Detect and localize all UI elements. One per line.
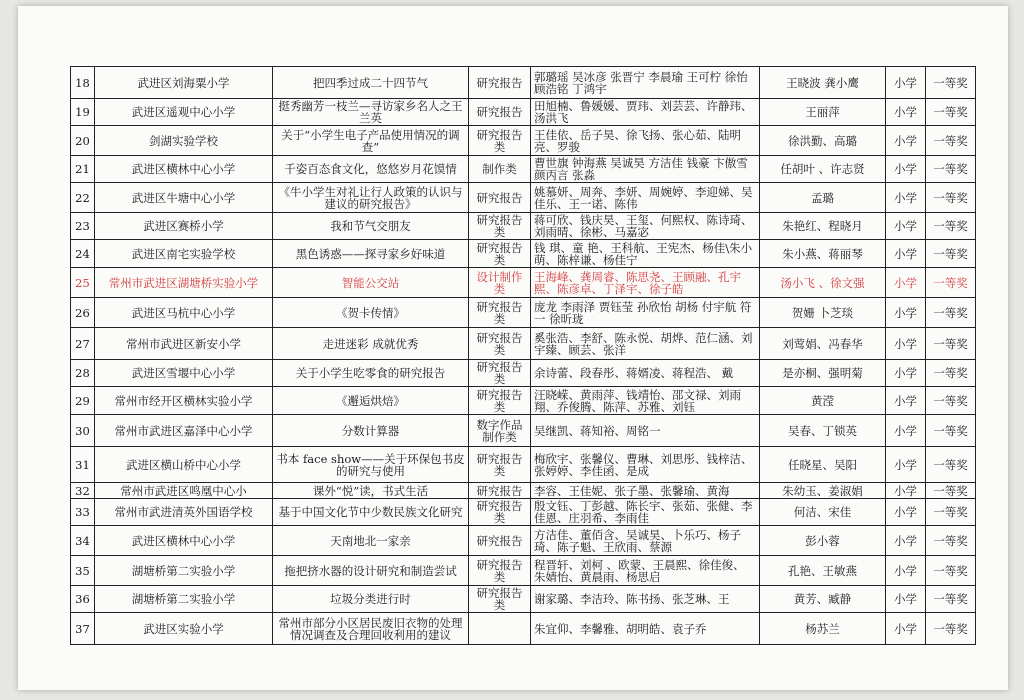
team-members: 余诗蕾、段春彤、蒋婿凌、蒋程浩、 戴 <box>531 360 760 387</box>
project-title: 走进迷彩 成就优秀 <box>273 328 469 360</box>
table-row <box>71 99 976 126</box>
award-level: 一等奖 <box>926 99 976 126</box>
row-number: 28 <box>71 360 95 387</box>
row-number: 33 <box>71 499 95 526</box>
row-number: 22 <box>71 183 95 213</box>
project-type: 研究报告 <box>469 67 531 99</box>
award-level: 一等奖 <box>926 586 976 613</box>
row-number: 35 <box>71 556 95 586</box>
advisor-teachers: 贺姗 卜芝琰 <box>760 298 886 328</box>
team-members: 姚慕妍、周奔、李妍、周婉婷、李迎娣、吴佳乐、王一诺、陈伟 <box>531 183 760 213</box>
row-number: 30 <box>71 415 95 447</box>
school-name: 武进区横山桥中心小学 <box>95 447 273 483</box>
project-title: 把四季过成二十四节气 <box>273 67 469 99</box>
school-name: 常州市武进清英外国语学校 <box>95 499 273 526</box>
project-title: 分数计算器 <box>273 415 469 447</box>
project-type <box>469 613 531 645</box>
team-members: 王海峰、龚周睿、陈思尧、王顾融、孔宇熙、陈彦卓、丁泽宇、徐子皓 <box>531 268 760 298</box>
project-type: 研究报告类 <box>469 126 531 156</box>
school-level: 小学 <box>886 447 926 483</box>
team-members: 吴继凯、蒋知裕、周铭一 <box>531 415 760 447</box>
project-type: 研究报告类 <box>469 447 531 483</box>
award-level: 一等奖 <box>926 483 976 499</box>
table-row <box>71 415 976 447</box>
advisor-teachers: 黄芳、臧静 <box>760 586 886 613</box>
table-row <box>71 156 976 183</box>
school-name: 武进区横林中心小学 <box>95 156 273 183</box>
school-level: 小学 <box>886 415 926 447</box>
school-name: 常州市经开区横林实验小学 <box>95 387 273 415</box>
project-title: 天南地北一家亲 <box>273 526 469 556</box>
school-name: 武进区赛桥小学 <box>95 213 273 240</box>
row-number: 34 <box>71 526 95 556</box>
table-row <box>71 298 976 328</box>
school-level: 小学 <box>886 499 926 526</box>
school-name: 武进区刘海粟小学 <box>95 67 273 99</box>
project-type: 研究报告类 <box>469 240 531 268</box>
school-level: 小学 <box>886 360 926 387</box>
table-row <box>71 328 976 360</box>
award-level: 一等奖 <box>926 298 976 328</box>
award-level: 一等奖 <box>926 415 976 447</box>
award-level: 一等奖 <box>926 213 976 240</box>
row-number: 32 <box>71 483 95 499</box>
table-row <box>71 586 976 613</box>
team-members: 殷文钰、丁彭越、陈长宇、张茹、张健、李佳恩、庄羽希、李雨佳 <box>531 499 760 526</box>
award-level: 一等奖 <box>926 360 976 387</box>
school-name: 武进区牛塘中心小学 <box>95 183 273 213</box>
school-level: 小学 <box>886 526 926 556</box>
advisor-teachers: 孟璐 <box>760 183 886 213</box>
project-type: 研究报告类 <box>469 213 531 240</box>
school-level: 小学 <box>886 126 926 156</box>
table-row <box>71 526 976 556</box>
row-number: 26 <box>71 298 95 328</box>
team-members: 钱 琪、童 艳、王科航、王宪杰、杨佳\朱小萌、陈梓谦、杨佳宁 <box>531 240 760 268</box>
school-level: 小学 <box>886 328 926 360</box>
school-level: 小学 <box>886 268 926 298</box>
advisor-teachers: 彭小蓉 <box>760 526 886 556</box>
advisor-teachers: 黄滢 <box>760 387 886 415</box>
school-level: 小学 <box>886 183 926 213</box>
school-level: 小学 <box>886 156 926 183</box>
award-level: 一等奖 <box>926 240 976 268</box>
row-number: 23 <box>71 213 95 240</box>
advisor-teachers: 任胡叶 、许志贤 <box>760 156 886 183</box>
table-row <box>71 613 976 645</box>
row-number: 19 <box>71 99 95 126</box>
advisor-teachers: 徐洪勤、高璐 <box>760 126 886 156</box>
award-level: 一等奖 <box>926 183 976 213</box>
school-level: 小学 <box>886 99 926 126</box>
school-name: 武进区横林中心小学 <box>95 526 273 556</box>
row-number: 21 <box>71 156 95 183</box>
school-name: 湖塘桥第二实验小学 <box>95 556 273 586</box>
table-row <box>71 483 976 499</box>
advisor-teachers: 朱小燕、蒋丽琴 <box>760 240 886 268</box>
project-type: 研究报告类 <box>469 387 531 415</box>
row-number: 20 <box>71 126 95 156</box>
project-type: 制作类 <box>469 156 531 183</box>
award-level: 一等奖 <box>926 268 976 298</box>
project-title: 关于小学生吃零食的研究报告 <box>273 360 469 387</box>
school-level: 小学 <box>886 613 926 645</box>
project-type: 设计制作类 <box>469 268 531 298</box>
project-title: 关于“小学生电子产品使用情况的调查” <box>273 126 469 156</box>
advisor-teachers: 朱艳红、程晓月 <box>760 213 886 240</box>
project-type: 研究报告类 <box>469 586 531 613</box>
project-type: 研究报告类 <box>469 298 531 328</box>
award-level: 一等奖 <box>926 499 976 526</box>
school-name: 武进区实验小学 <box>95 613 273 645</box>
school-name: 常州市武进区新安小学 <box>95 328 273 360</box>
team-members: 王佳依、岳子昊、徐飞扬、张心茹、陆明亮、罗骏 <box>531 126 760 156</box>
advisor-teachers: 王丽萍 <box>760 99 886 126</box>
team-members: 曹世旗 钟海燕 吴诚昊 方洁佳 钱豪 卞傲雪 颜丙言 张淼 <box>531 156 760 183</box>
team-members: 梅欣宇、张馨仪、曹琳、刘思彤、钱梓洁、张婷婷、李佳函、是成 <box>531 447 760 483</box>
project-title: 课外“悦”读，书式生活 <box>273 483 469 499</box>
project-type: 数字作品制作类 <box>469 415 531 447</box>
table-row <box>71 183 976 213</box>
row-number: 37 <box>71 613 95 645</box>
row-number: 29 <box>71 387 95 415</box>
table-row <box>71 387 976 415</box>
school-name: 常州市武进区嘉泽中心小学 <box>95 415 273 447</box>
school-level: 小学 <box>886 67 926 99</box>
advisor-teachers: 吴春、丁锁英 <box>760 415 886 447</box>
project-title: 智能公交站 <box>273 268 469 298</box>
project-title: 垃圾分类进行时 <box>273 586 469 613</box>
school-level: 小学 <box>886 298 926 328</box>
project-title: 书本 face show——关于环保包书皮的研究与使用 <box>273 447 469 483</box>
project-type: 研究报告 <box>469 483 531 499</box>
project-type: 研究报告类 <box>469 328 531 360</box>
table-row <box>71 447 976 483</box>
table-row <box>71 360 976 387</box>
award-level: 一等奖 <box>926 387 976 415</box>
project-title: 黑色诱惑——探寻家乡好味道 <box>273 240 469 268</box>
award-level: 一等奖 <box>926 67 976 99</box>
school-level: 小学 <box>886 586 926 613</box>
project-title: 挺秀幽芳一枝兰—寻访家乡名人之王兰英 <box>273 99 469 126</box>
school-name: 常州市武进区鸣凰中心小 <box>95 483 273 499</box>
project-title: 《贺卡传情》 <box>273 298 469 328</box>
school-level: 小学 <box>886 387 926 415</box>
team-members: 蒋可欣、钱庆昊、王玺、何熙权、陈诗琦、刘雨晴、徐彬、马嘉宓 <box>531 213 760 240</box>
document-page <box>18 6 1008 690</box>
advisor-teachers: 刘莺娟、冯春华 <box>760 328 886 360</box>
row-number: 31 <box>71 447 95 483</box>
row-number: 25 <box>71 268 95 298</box>
row-number: 36 <box>71 586 95 613</box>
advisor-teachers: 汤小飞 、徐文强 <box>760 268 886 298</box>
table-row <box>71 268 976 298</box>
team-members: 庞龙 李雨泽 贾钰莹 孙欣怡 胡杨 付宇航 符一 徐昕珑 <box>531 298 760 328</box>
team-members: 朱宜仰、李馨雅、胡明皓、袁子乔 <box>531 613 760 645</box>
school-level: 小学 <box>886 240 926 268</box>
project-title: 我和节气交朋友 <box>273 213 469 240</box>
team-members: 汪晓嵘、黄雨萍、钱靖怡、邵文禄、刘雨翔、乔俊腾、陈萍、苏雅、刘钰 <box>531 387 760 415</box>
advisor-teachers: 任晓星、吴阳 <box>760 447 886 483</box>
project-type: 研究报告 <box>469 183 531 213</box>
team-members: 奚张浩、李舒、陈永悦、胡烨、范仁涵、刘宇臻、顾芸、张洋 <box>531 328 760 360</box>
table-row <box>71 556 976 586</box>
school-name: 武进区雪堰中心小学 <box>95 360 273 387</box>
row-number: 27 <box>71 328 95 360</box>
project-title: 常州市部分小区居民废旧衣物的处理情况调查及合理回收利用的建议 <box>273 613 469 645</box>
school-name: 剑湖实验学校 <box>95 126 273 156</box>
advisor-teachers: 朱幼玉、姜淑娟 <box>760 483 886 499</box>
school-name: 常州市武进区湖塘桥实验小学 <box>95 268 273 298</box>
team-members: 郭璐瑶 吴冰彦 张晋宁 李晨瑜 王可柠 徐怡 顾浩铭 丁鸿宇 <box>531 67 760 99</box>
table-row <box>71 499 976 526</box>
team-members: 李容、王佳妮、张子墨、张馨瑜、黄海 <box>531 483 760 499</box>
school-name: 武进区南宅实验学校 <box>95 240 273 268</box>
project-type: 研究报告类 <box>469 556 531 586</box>
table-row <box>71 126 976 156</box>
award-level: 一等奖 <box>926 447 976 483</box>
table-row <box>71 67 976 99</box>
advisor-teachers: 何洁、宋佳 <box>760 499 886 526</box>
project-title: 拖把挤水器的设计研究和制造尝试 <box>273 556 469 586</box>
school-name: 武进区马杭中心小学 <box>95 298 273 328</box>
project-title: 《牛小学生对礼让行人政策的认识与建议的研究报告》 <box>273 183 469 213</box>
school-name: 武进区遥观中心小学 <box>95 99 273 126</box>
table-row <box>71 213 976 240</box>
advisor-teachers: 孔艳、王敏燕 <box>760 556 886 586</box>
project-title: 《邂逅烘焙》 <box>273 387 469 415</box>
award-level: 一等奖 <box>926 328 976 360</box>
table-row <box>71 240 976 268</box>
award-level: 一等奖 <box>926 526 976 556</box>
team-members: 田旭楠、鲁媛媛、贾玮、刘芸芸、许静玮、汤洪飞 <box>531 99 760 126</box>
project-type: 研究报告 <box>469 526 531 556</box>
school-level: 小学 <box>886 556 926 586</box>
row-number: 18 <box>71 67 95 99</box>
project-type: 研究报告 <box>469 99 531 126</box>
awards-table <box>70 66 976 645</box>
award-level: 一等奖 <box>926 126 976 156</box>
award-level: 一等奖 <box>926 613 976 645</box>
school-name: 湖塘桥第二实验小学 <box>95 586 273 613</box>
project-title: 基于中国文化节中少数民族文化研究 <box>273 499 469 526</box>
project-type: 研究报告类 <box>469 360 531 387</box>
school-level: 小学 <box>886 213 926 240</box>
advisor-teachers: 王晓波 龚小鹰 <box>760 67 886 99</box>
team-members: 程晋轩、刘柯 、欧蒙、王晨熙、徐佳俊、朱婧怡、黄晨雨、杨思启 <box>531 556 760 586</box>
row-number: 24 <box>71 240 95 268</box>
project-type: 研究报告类 <box>469 499 531 526</box>
award-level: 一等奖 <box>926 556 976 586</box>
advisor-teachers: 杨苏兰 <box>760 613 886 645</box>
school-level: 小学 <box>886 483 926 499</box>
team-members: 方洁佳、董佰含、吴诚昊、卜乐巧、杨子琦、陈子魁、王欣雨、蔡源 <box>531 526 760 556</box>
advisor-teachers: 是亦桐、强明菊 <box>760 360 886 387</box>
project-title: 千姿百态食文化，悠悠岁月花馍情 <box>273 156 469 183</box>
award-level: 一等奖 <box>926 156 976 183</box>
team-members: 谢家璐、李洁玲、陈书扬、张芝琳、王 <box>531 586 760 613</box>
